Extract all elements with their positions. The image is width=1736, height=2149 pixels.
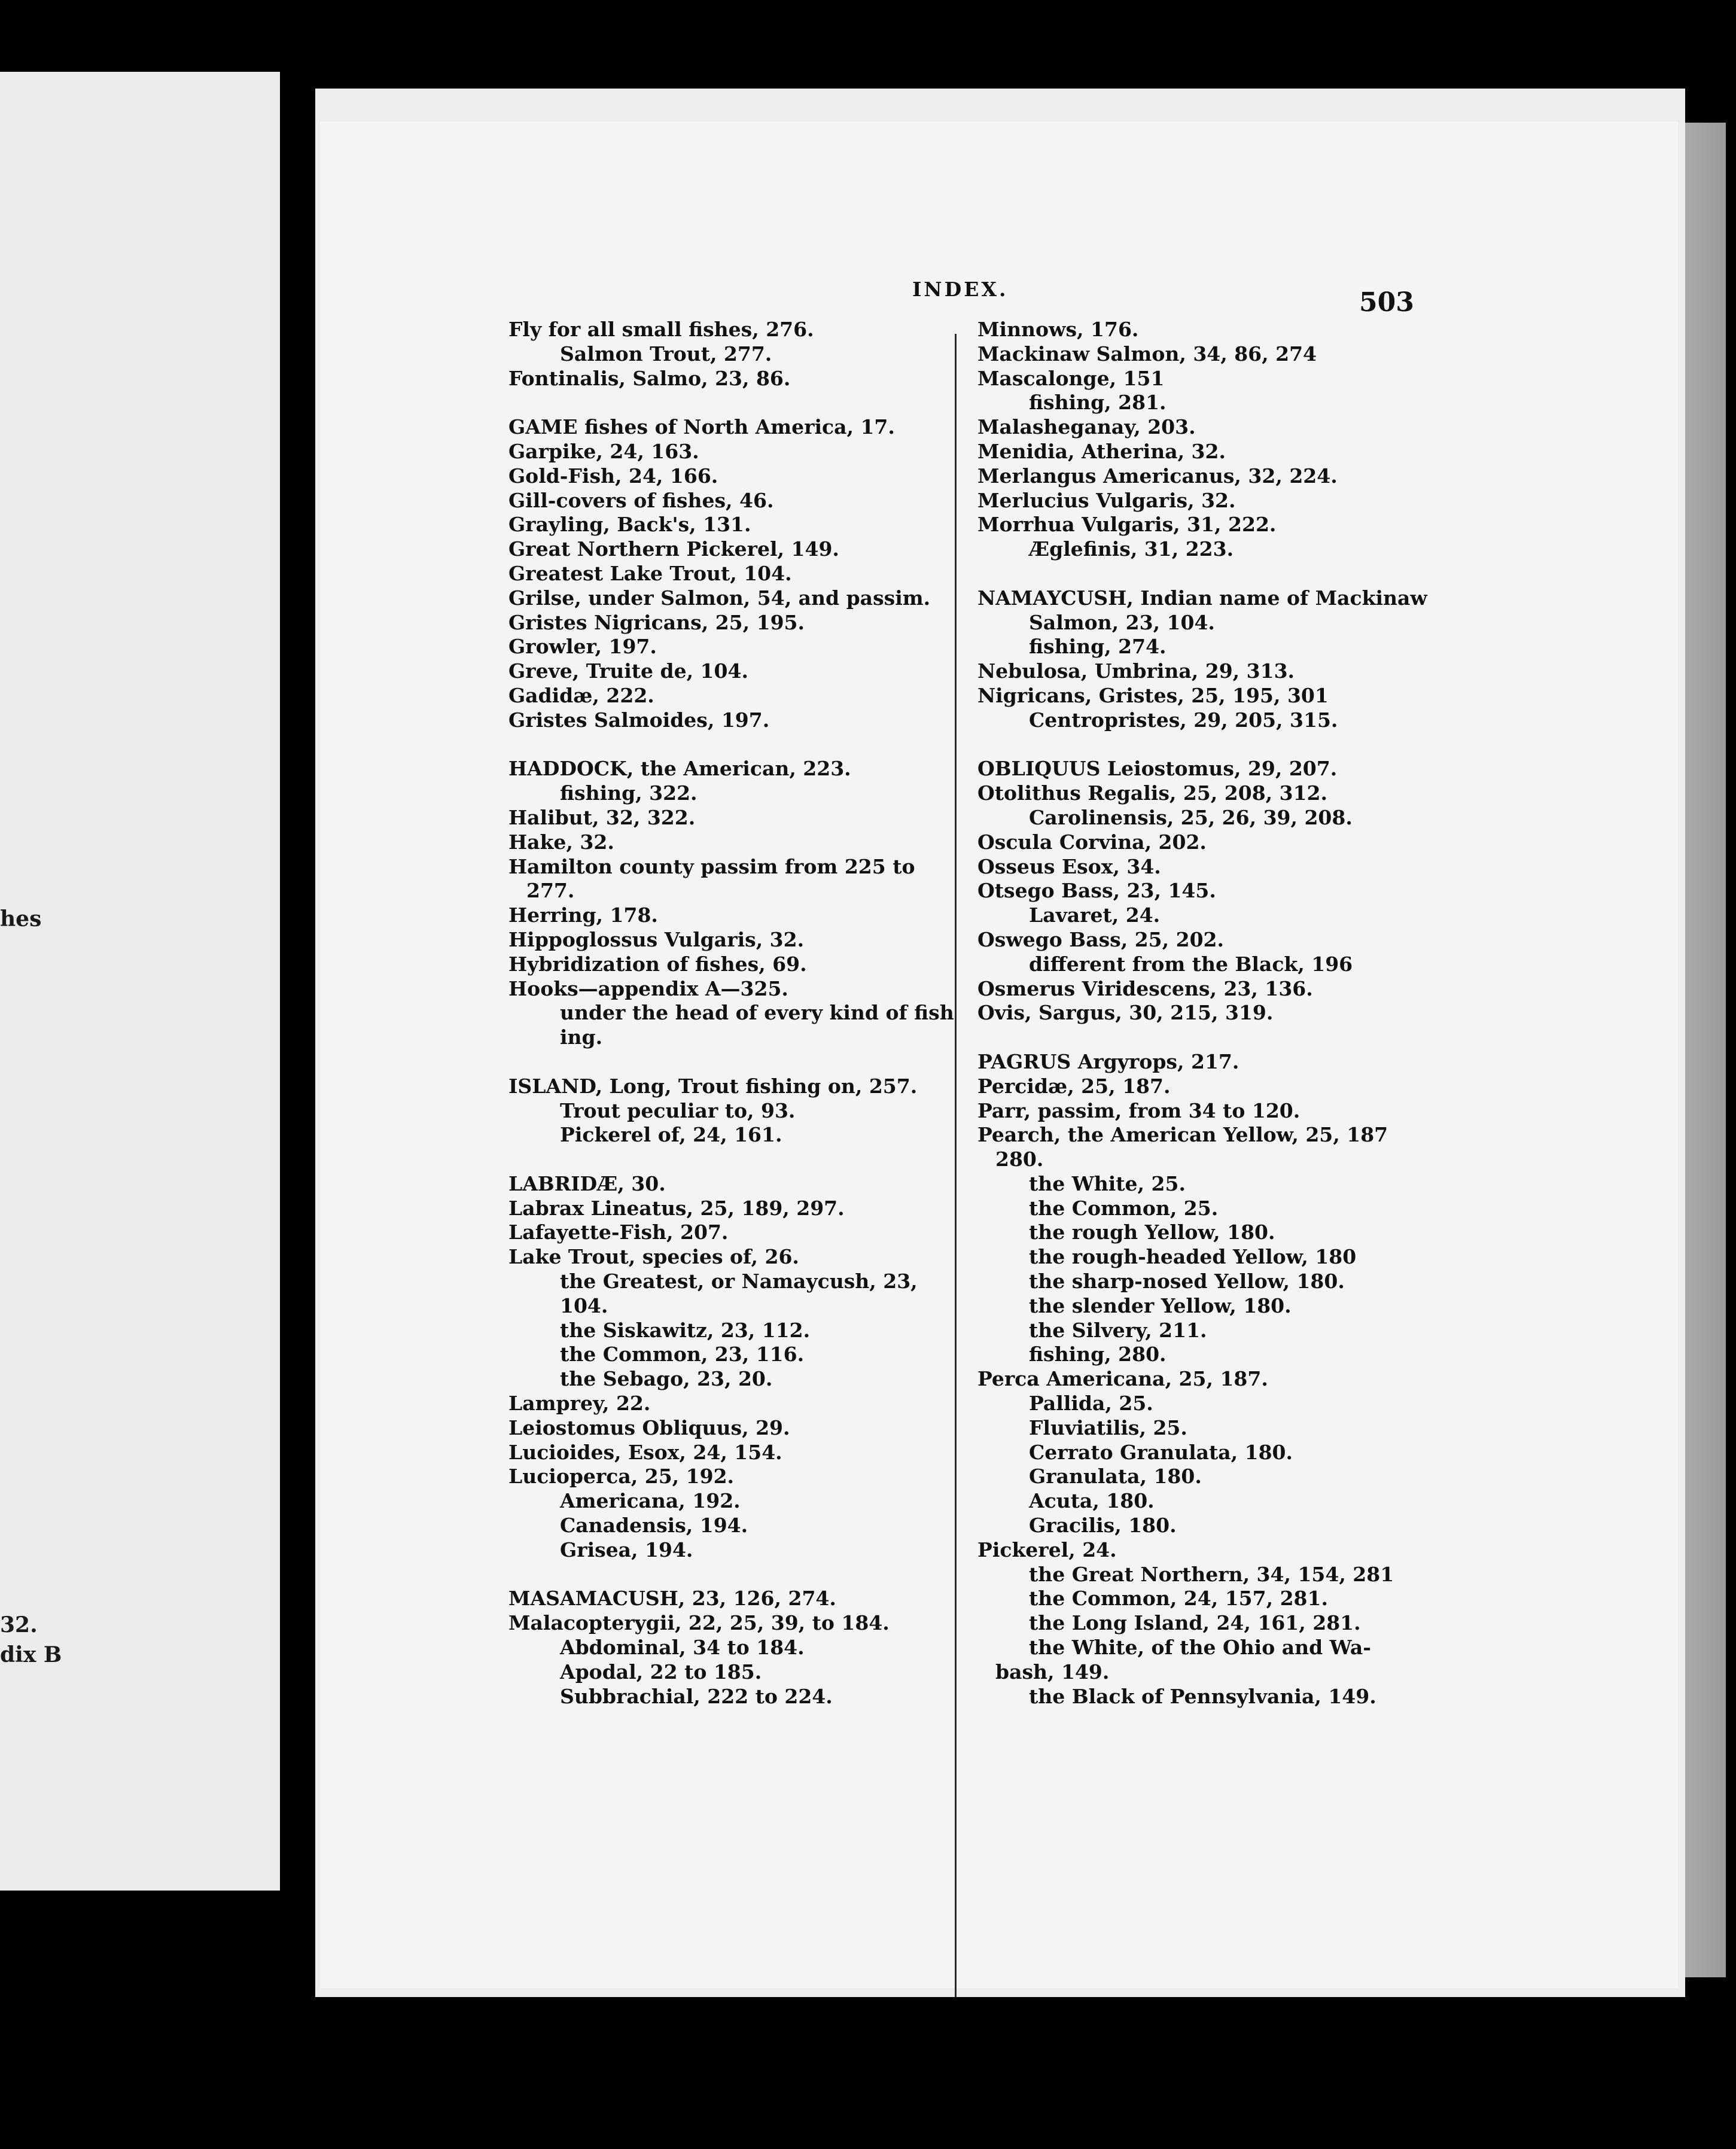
index-entry: OBLIQUUS Leiostomus, 29, 207. [977,757,1338,781]
index-spacer [508,1563,963,1587]
index-entry: Subbrachial, 222 to 224. [560,1684,833,1708]
index-entry: Morrhua Vulgaris, 31, 222. [977,513,1277,537]
index-entry: Oscula Corvina, 202. [977,830,1207,854]
index-entry: Gristes Salmoides, 197. [508,708,770,732]
index-entry: Pallida, 25. [1029,1392,1153,1416]
index-entry: Greatest Lake Trout, 104. [508,561,792,585]
index-entry: Lake Trout, species of, 26. [508,1245,799,1269]
index-entry: Granulata, 180. [1029,1465,1202,1489]
index-entry: the Common, 25. [1029,1196,1219,1220]
index-entry: the Common, 23, 116. [560,1343,805,1366]
index-spacer [977,1025,1432,1050]
index-entry: Salmon Trout, 277. [560,342,772,366]
index-entry: Mascalonge, 151 [977,366,1165,390]
index-entry: Lafayette-Fish, 207. [508,1220,729,1244]
index-entry: the Silvery, 211. [1029,1318,1207,1342]
index-entry: Labrax Lineatus, 25, 189, 297. [508,1196,845,1220]
index-entry: Abdominal, 34 to 184. [560,1636,805,1660]
index-entry: 104. [560,1293,608,1317]
index-spacer [977,733,1432,757]
index-entry: the rough Yellow, 180. [1029,1220,1275,1244]
index-entry: Hamilton county passim from 225 to [508,854,915,878]
index-entry: Hake, 32. [508,830,614,854]
index-entry: under the head of every kind of fish [560,1001,954,1025]
index-entry: Malacopterygii, 22, 25, 39, to 184. [508,1611,890,1635]
index-entry: Otolithus Regalis, 25, 208, 312. [977,781,1328,805]
index-entry: Osseus Esox, 34. [977,854,1161,878]
index-entry: Leiostomus Obliquus, 29. [508,1416,790,1439]
index-entry: Oswego Bass, 25, 202. [977,927,1224,951]
index-entry: Fontinalis, Salmo, 23, 86. [508,366,791,390]
index-entry: Carolinensis, 25, 26, 39, 208. [1029,805,1353,829]
index-entry: the Black of Pennsylvania, 149. [1029,1684,1376,1708]
page-number: 503 [1359,287,1414,318]
index-entry: Lavaret, 24. [1029,903,1161,927]
index-column-left [508,318,963,1709]
index-entry: fishing, 322. [560,781,698,805]
index-entry: Salmon, 23, 104. [1029,610,1215,634]
index-entry: Americana, 192. [560,1489,741,1513]
index-entry: the Common, 24, 157, 281. [1029,1587,1328,1611]
left-page-fragment: hes [0,906,42,932]
index-spacer [508,1050,963,1074]
index-entry: Ovis, Sargus, 30, 215, 319. [977,1001,1274,1025]
index-entry: Pickerel of, 24, 161. [560,1123,782,1147]
index-entry: GAME fishes of North America, 17. [508,415,895,439]
index-entry: Growler, 197. [508,635,657,659]
index-entry: ing. [560,1025,603,1049]
index-entry: Minnows, 176. [977,318,1139,341]
left-page-edge [0,72,280,1891]
index-entry: bash, 149. [995,1660,1110,1684]
index-entry: 277. [526,879,575,903]
index-entry: Gracilis, 180. [1029,1514,1177,1538]
index-entry: Merlucius Vulgaris, 32. [977,488,1236,512]
index-entry: Fluviatilis, 25. [1029,1416,1187,1439]
index-entry: Gadidæ, 222. [508,683,654,707]
index-entry: Lamprey, 22. [508,1392,651,1416]
index-entry: the rough-headed Yellow, 180 [1029,1245,1357,1269]
index-entry: Halibut, 32, 322. [508,805,696,829]
index-entry: NAMAYCUSH, Indian name of Mackinaw [977,586,1427,610]
index-entry: Grisea, 194. [560,1538,693,1561]
index-entry: the Great Northern, 34, 154, 281 [1029,1562,1394,1586]
index-entry: HADDOCK, the American, 223. [508,757,851,781]
index-spacer [508,733,963,757]
left-page-fragment: 32. [0,1612,38,1637]
index-entry: the Siskawitz, 23, 112. [560,1318,811,1342]
index-entry: Perca Americana, 25, 187. [977,1367,1268,1391]
index-entry: Percidæ, 25, 187. [977,1074,1171,1098]
index-entry: ISLAND, Long, Trout fishing on, 257. [508,1074,918,1098]
index-spacer [977,562,1432,586]
index-page [315,89,1685,1997]
index-entry: Malasheganay, 203. [977,415,1196,439]
index-entry: Grayling, Back's, 131. [508,513,751,537]
index-entry: Gold-Fish, 24, 166. [508,464,718,488]
index-entry: Great Northern Pickerel, 149. [508,537,839,561]
index-entry: the sharp-nosed Yellow, 180. [1029,1270,1345,1293]
index-entry: Æglefinis, 31, 223. [1029,537,1234,561]
index-entry: Garpike, 24, 163. [508,439,699,463]
index-entry: Centropristes, 29, 205, 315. [1029,708,1338,732]
index-entry: Hybridization of fishes, 69. [508,952,807,976]
index-entry: Otsego Bass, 23, 145. [977,879,1216,903]
index-entry: Cerrato Granulata, 180. [1029,1440,1293,1464]
index-entry: Pickerel, 24. [977,1538,1117,1561]
index-entry: Apodal, 22 to 185. [560,1660,762,1684]
index-entry: Nebulosa, Umbrina, 29, 313. [977,659,1295,683]
index-entry: Mackinaw Salmon, 34, 86, 274 [977,342,1317,366]
index-entry: the Sebago, 23, 20. [560,1367,773,1391]
running-header: INDEX. [912,278,1009,301]
index-entry: Lucioides, Esox, 24, 154. [508,1440,782,1464]
index-entry: Menidia, Atherina, 32. [977,439,1226,463]
index-entry: PAGRUS Argyrops, 217. [977,1049,1239,1073]
index-spacer [508,1147,963,1172]
index-entry: Nigricans, Gristes, 25, 195, 301 [977,683,1329,707]
index-entry: Gristes Nigricans, 25, 195. [508,610,805,634]
index-entry: the White, of the Ohio and Wa- [1029,1636,1371,1660]
index-entry: the Long Island, 24, 161, 281. [1029,1611,1361,1635]
index-entry: the slender Yellow, 180. [1029,1293,1292,1317]
index-entry: Merlangus Americanus, 32, 224. [977,464,1338,488]
index-entry: the Greatest, or Namaycush, 23, [560,1270,918,1293]
index-entry: Hippoglossus Vulgaris, 32. [508,927,805,951]
index-column-right [977,318,1432,1709]
index-entry: MASAMACUSH, 23, 126, 274. [508,1587,836,1611]
index-entry: fishing, 274. [1029,635,1167,659]
index-entry: Osmerus Viridescens, 23, 136. [977,976,1313,1000]
index-entry: Acuta, 180. [1029,1489,1155,1513]
index-entry: Lucioperca, 25, 192. [508,1465,735,1489]
left-page-fragment: dix B [0,1642,62,1667]
index-entry: Trout peculiar to, 93. [560,1098,796,1122]
index-entry: fishing, 280. [1029,1343,1167,1366]
index-entry: fishing, 281. [1029,391,1167,415]
index-entry: Grilse, under Salmon, 54, and passim. [508,586,931,610]
index-entry: Greve, Truite de, 104. [508,659,748,683]
index-entry: Canadensis, 194. [560,1514,748,1538]
index-entry: Fly for all small fishes, 276. [508,318,814,341]
index-entry: 280. [995,1147,1044,1171]
index-spacer [508,391,963,415]
index-entry: Parr, passim, from 34 to 120. [977,1098,1301,1122]
index-entry: Herring, 178. [508,903,658,927]
index-entry: Pearch, the American Yellow, 25, 187 [977,1123,1388,1147]
index-entry: Hooks—appendix A—325. [508,976,788,1000]
index-entry: LABRIDÆ, 30. [508,1171,666,1195]
index-entry: Gill-covers of fishes, 46. [508,488,774,512]
index-entry: the White, 25. [1029,1171,1186,1195]
index-entry: different from the Black, 196 [1029,952,1353,976]
